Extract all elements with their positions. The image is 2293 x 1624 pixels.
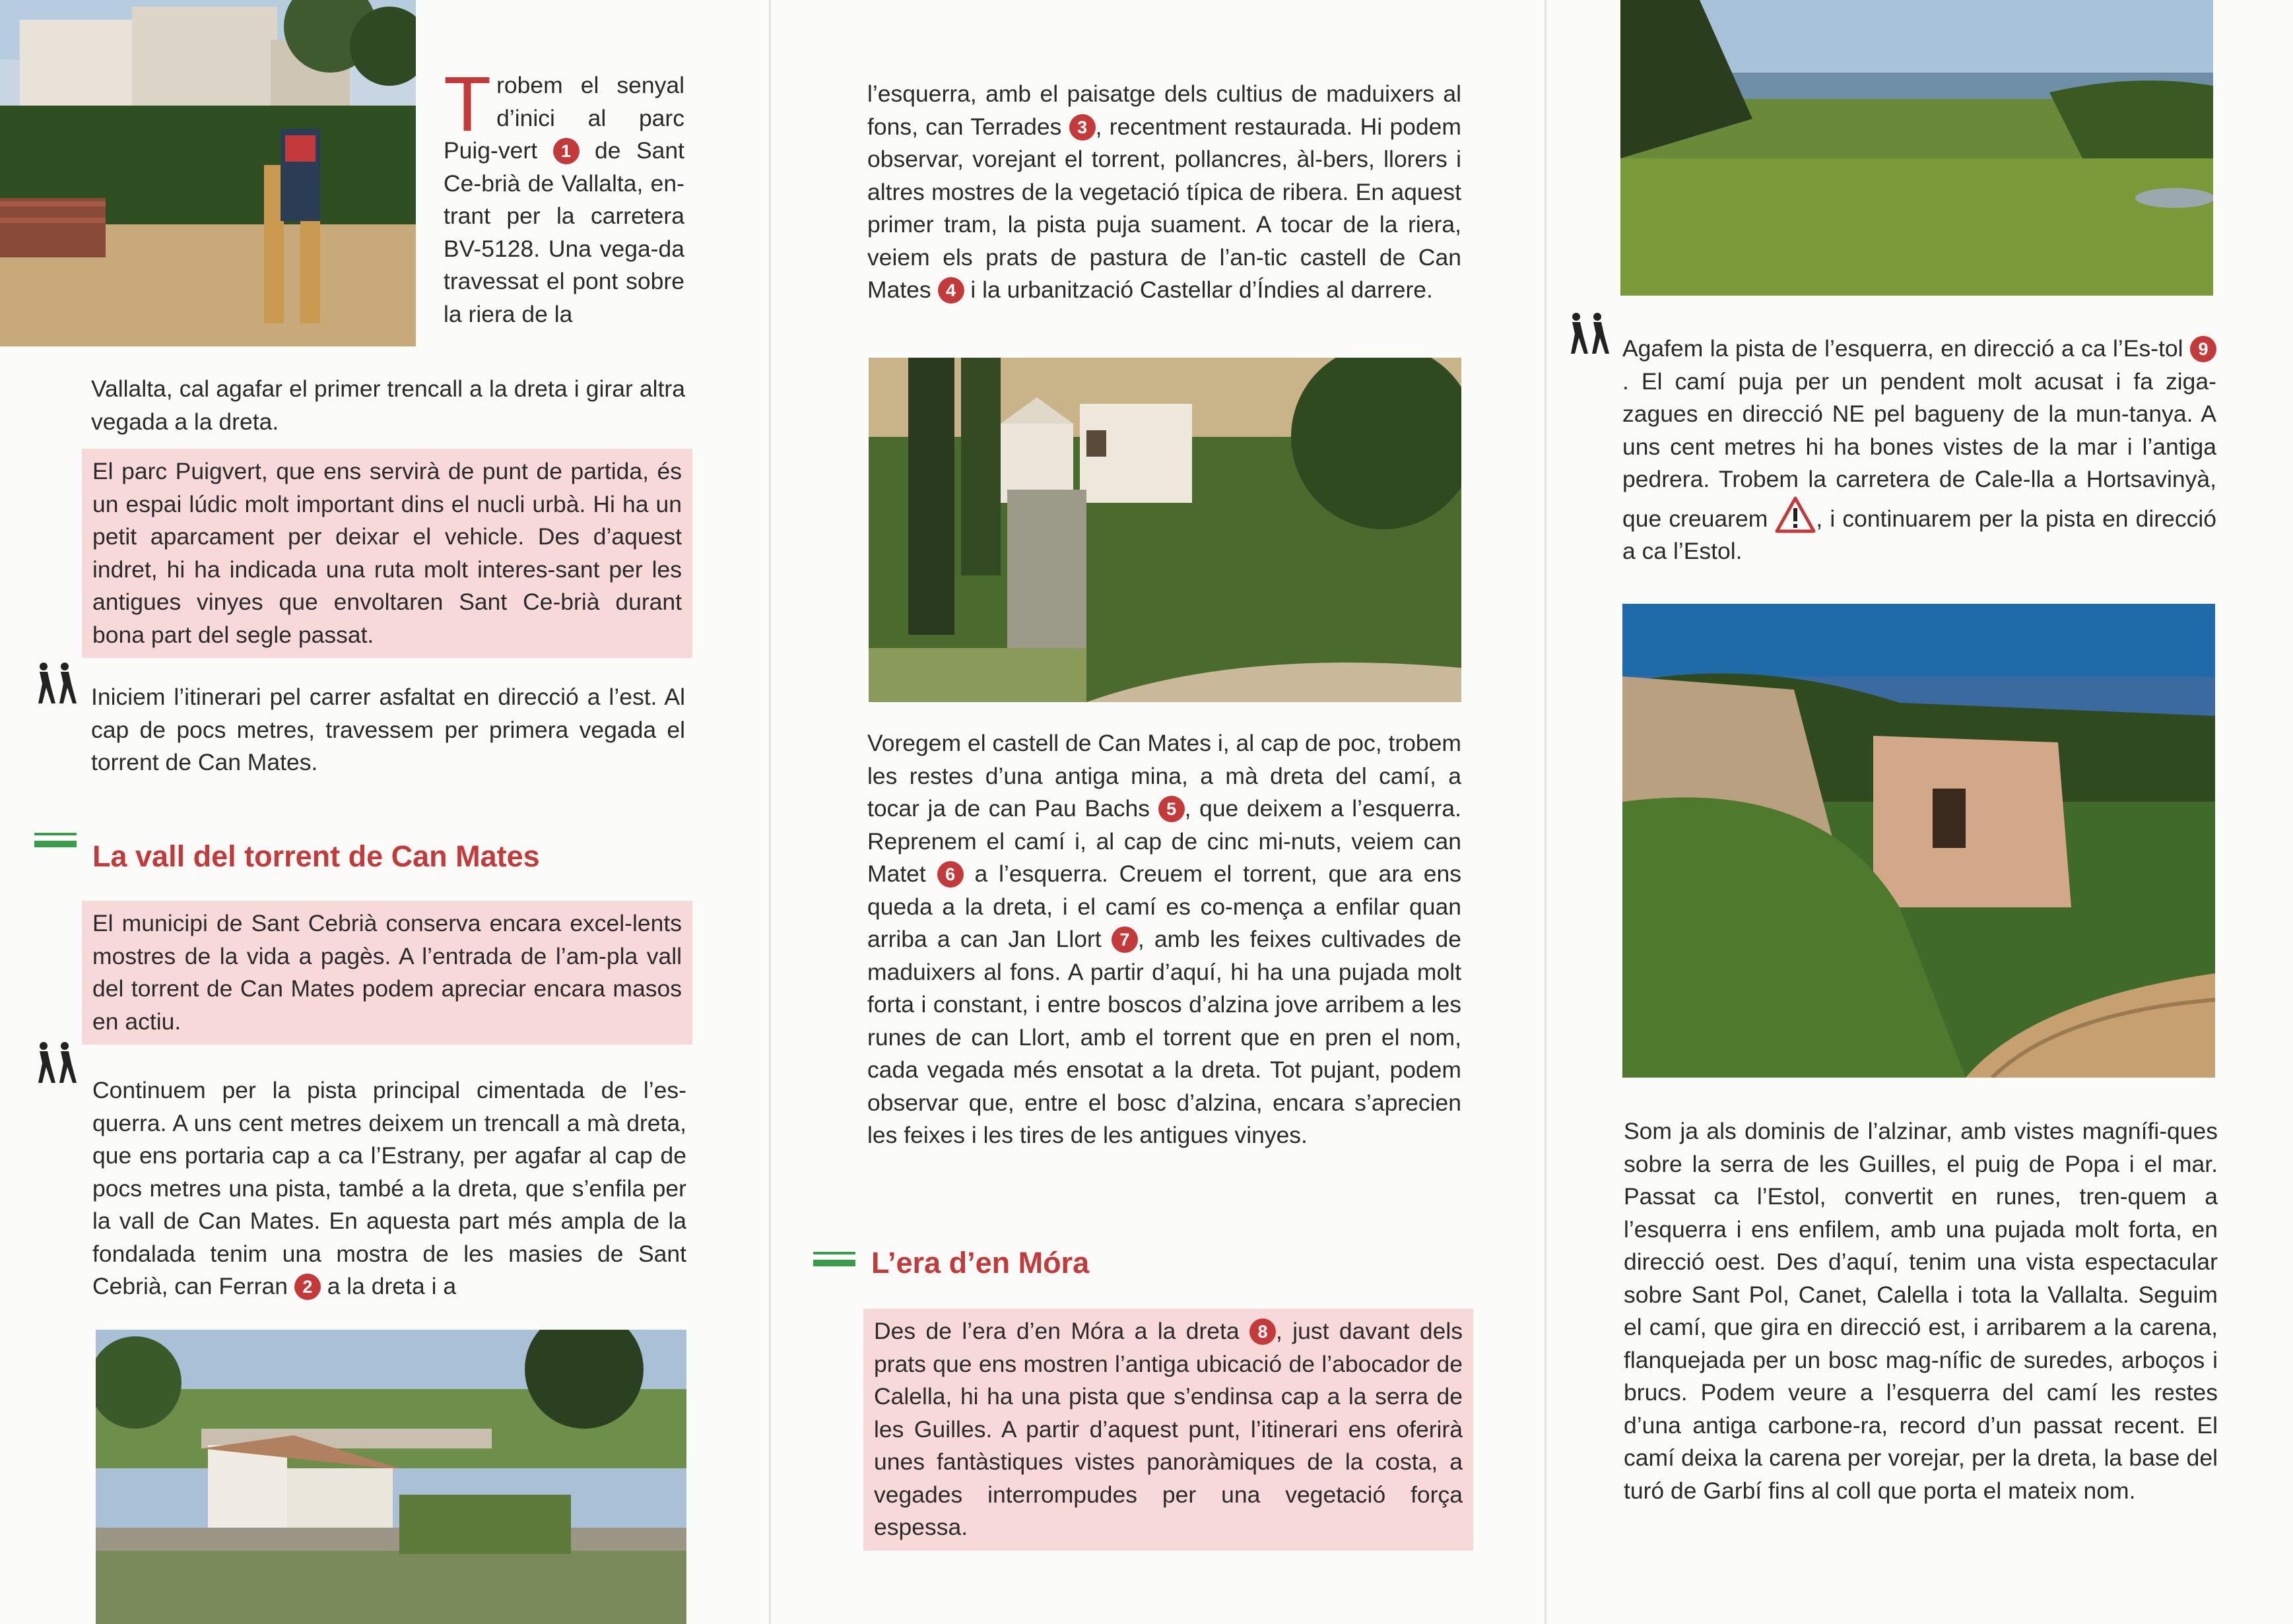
info-box-era: Des de l’era d’en Móra a la dreta 8 , just davant dels prats que ens mostren l’antiga ubicació de l’abocador de Calella, hi ha una pista que s’endinsa cap a la serra de les Guilles. A partir d’aquest punt, l’itinerari ens oferirà unes fantàstiques vistes panoràmiques de la costa, a vegades interrompudes per una vegetació força espessa. bbox=[863, 1309, 1473, 1551]
intro-continuation: Vallalta, cal agafar el primer trencall a la dreta i girar altra vegada a la dreta. bbox=[91, 375, 685, 435]
tram-paragraph: l’esquerra, amb el paisatge dels cultius de maduixers al fons, can Terrades 3 , recentment restaurada. Hi podem observar, vorejant el torrent, pollancres, àl-bers, llorers i altres mostres de la vegetació típica de ribera. En aquest primer tram, la pista puja suament. A tocar de la riera, veiem els prats de pastura de l’an-tic castell de Can Mates 4 i la urbanització Castellar d’Índies al darrere. bbox=[867, 81, 1461, 303]
waypoint-6: 6 bbox=[937, 861, 964, 888]
estol-paragraph: Agafem la pista de l’esquerra, en direcció a ca l’Es-tol 9. El camí puja per un pendent molt acusat i fa ziga-zagues en direcció NE pel bagueny de la mun-tanya. A uns cent metres hi ha bones vistes de la mar i l’antiga pedrera. Trobem la carretera de Cale-lla a Hortsavinyà, que creuarem , i continuarem per la pista en direcció a ca l’Estol. bbox=[1622, 335, 2216, 564]
mina-paragraph: Voregem el castell de Can Mates i, al cap de poc, trobem les restes d’una antiga mina, a mà dreta del camí, a tocar ja de can Pau Bachs 5 , que deixem a l’esquerra. Reprenem el camí i, al cap de cinc mi-nuts, veiem can Matet 6 a l’esquerra. Creuem el torrent, que ara ens queda a la dreta, i el camí es co-mença a enfilar quan arriba a can Jan Llort 7 , amb les feixes cultivades de maduixers al fons. A partir d’aquí, hi ha una pujada molt forta i constant, i entre boscos d’alzina jove arribem a les runes de can Llort, amb el torrent que en pren el nom, cada vegada més ensotat a la dreta. Tot pujant, podem observar que, entre el bosc d’alzina, encara s’aprecien les feixes i les tires de les antigues vinyes. bbox=[867, 730, 1461, 1148]
hikers-icon bbox=[33, 1039, 79, 1086]
masia-photo bbox=[96, 1330, 686, 1624]
info-box-vall: El municipi de Sant Cebrià conserva encara excel-lents mostres de la vida a pagès. A l’entrada de l’am-pla vall del torrent de Can Mates podem apreciar encara masos en actiu. bbox=[82, 901, 692, 1045]
section-bar-icon bbox=[34, 833, 77, 847]
column-right bbox=[1545, 0, 2293, 1624]
waypoint-3: 3 bbox=[1069, 114, 1096, 141]
drop-cap: T bbox=[444, 61, 492, 148]
section-bar-icon bbox=[813, 1252, 855, 1266]
warning-icon bbox=[1775, 496, 1816, 533]
waypoint-5: 5 bbox=[1158, 796, 1185, 822]
park-photo bbox=[0, 0, 416, 346]
waypoint-4: 4 bbox=[938, 277, 964, 304]
section-heading-can-mates: La vall del torrent de Can Mates bbox=[92, 839, 540, 873]
alzinar-paragraph: Som ja als dominis de l’alzinar, amb vistes magnífi-ques sobre la serra de les Guilles, el puig de Popa i el mar. Passat ca l’Estol, convertit en runes, tren-quem a l’esquerra i ens enfilem, amb una pujada molt forta, en direcció oest. Des d’aquí, tenim una vista espectacular sobre Sant Pol, Canet, Calella i tota la Vallalta. Seguim el camí, que gira en direcció est, i arribarem a la carena, flanquejada per un bosc mag-nífic de suredes, arboços i brucs. Podem veure a l’esquerra del camí les restes d’una antiga carbone-ra, record d’un passat recent. El camí deixa la carena per vorejar, per la dreta, la base del turó de Garbí fins al coll que porta el mateix nom. bbox=[1624, 1118, 2218, 1504]
page-fold bbox=[769, 0, 771, 1624]
section-heading-era-mora: L’era d’en Móra bbox=[871, 1246, 1090, 1280]
intro-text: T robem el senyal d’inici al parc Puig-vert 1 de Sant Ce-brià de Vallalta, en-trant per la carretera BV-5128. Una vega-da travessat el pont sobre la riera de la bbox=[444, 61, 684, 327]
column-middle bbox=[785, 0, 1505, 1624]
waypoint-9: 9 bbox=[2190, 336, 2216, 362]
waypoint-8: 8 bbox=[1249, 1318, 1276, 1345]
waypoint-1: 1 bbox=[553, 138, 580, 164]
castell-photo bbox=[869, 358, 1461, 702]
hikers-icon bbox=[33, 660, 79, 706]
waypoint-7: 7 bbox=[1112, 926, 1138, 953]
info-box-parc: El parc Puigvert, que ens servirà de punt de partida, és un espai lúdic molt important dins el nucli urbà. Hi ha un petit aparcament per deixar el vehicle. Des d’aquest indret, hi ha indicada una ruta molt interes-sant per les antigues vinyes que envoltaren Sant Ce-brià durant bona part del segle passat. bbox=[82, 449, 692, 658]
continue-paragraph: Continuem per la pista principal cimentada de l’es-querra. A uns cent metres deixem un trencall a mà dreta, que ens portaria cap a ca l’Estrany, per agafar al cap de pocs metres una pista, també a la dreta, que s’enfila per la vall de Can Mates. En aquesta part més ampla de la fondalada tenim una mostra de les masies de Sant Cebrià, can Ferran 2 a la dreta i a bbox=[92, 1077, 686, 1299]
start-paragraph: Iniciem l’itinerari pel carrer asfaltat en direcció a l’est. Al cap de pocs metres, travessem per primera vegada el torrent de Can Mates. bbox=[91, 684, 685, 775]
waypoint-2: 2 bbox=[294, 1274, 321, 1300]
panorama-photo bbox=[1620, 0, 2213, 296]
hikers-icon bbox=[1566, 310, 1612, 356]
ruins-photo bbox=[1622, 604, 2215, 1078]
column-left bbox=[0, 0, 766, 1624]
